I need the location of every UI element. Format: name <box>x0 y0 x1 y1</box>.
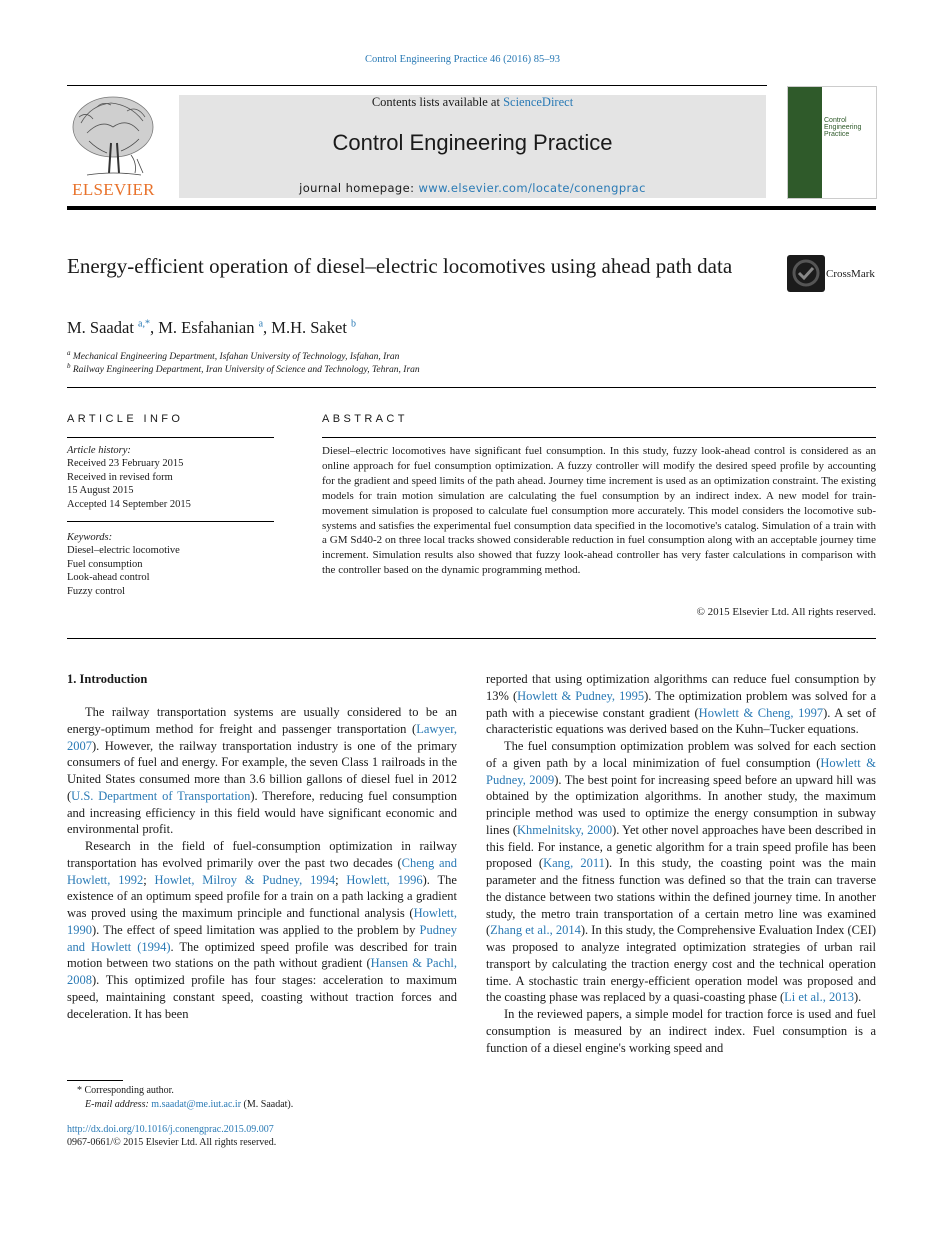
body-text: The fuel consumption optimization problem was solved for each section of a given path by a local minimization of fuel consumption ( <box>486 739 876 770</box>
homepage-line <box>179 181 766 195</box>
cover-title: Control Engineering Practice <box>824 117 862 138</box>
citation-link[interactable]: Zhang et al., 2014 <box>490 923 581 938</box>
body-paragraph <box>67 838 457 1022</box>
affiliation-mark: b <box>67 362 71 370</box>
abstract-text: Diesel–electric locomotives have significant fuel consumption. In this study, fuzzy look-ahead control is considered as an online approach for fuel consumption optimization. A fuzzy controller will modify the desired speed profile by accounting for the gradient and speed limits of the path ahead. Journey time increment is used as an optimization constraint. The existing models for train motion simulation are calculating the fuel consumption by an indirect index. A new model for train-movement simulation is proposed to calculate fuel consumption more accurately. This model considers the locomotive sub-systems and satisfies the experimental fuel consumption data specified in the locomotive's catalog. Simulation of a train with a GM Sd40-2 on three local tracks showed considerable reduction in fuel consumption along with an acceptable journey time increment. Simulation results also showed that fuzzy look-ahead controller has very faster calculations in comparison with the controller based on the dynamic programming method. <box>322 445 876 577</box>
citation-link[interactable]: U.S. Department of Transportation <box>71 788 251 803</box>
body-text: ). A set of characteristic equations was derived based on the Kuhn–Tucker equations. <box>486 705 876 737</box>
header-bottom-rule <box>67 206 876 210</box>
homepage-link[interactable]: www.elsevier.com/locate/conengprac <box>418 181 646 195</box>
divider <box>67 638 876 639</box>
keyword: Diesel–electric locomotive <box>67 545 180 557</box>
citation-link[interactable]: Howlett, 1990 <box>67 906 457 937</box>
body-text: Research in the field of fuel-consumption optimization in railway transportation has evolved primarily over the past two decades ( <box>67 839 457 870</box>
body-paragraph <box>486 1006 876 1056</box>
body-text: . The optimized speed profile was described for train motion between two stations on the path without gradient ( <box>67 939 457 971</box>
citation-link[interactable]: Li et al., 2013 <box>784 990 854 1005</box>
history-entry: Received 23 February 2015 <box>67 458 184 470</box>
citation-link[interactable]: Howlett, 1996 <box>346 872 423 887</box>
keyword: Fuzzy control <box>67 585 126 597</box>
citation-link[interactable]: Howlett & Pudney, 2009 <box>486 755 876 787</box>
affiliation-mark: a <box>67 349 71 357</box>
author-name: M.H. Saket <box>271 318 347 337</box>
elsevier-wordmark: ELSEVIER <box>72 180 155 199</box>
article-info-heading: ARTICLE INFO <box>67 413 184 425</box>
homepage-prefix: journal homepage: <box>299 181 419 195</box>
email-owner: (M. Saadat). <box>241 1099 294 1110</box>
header-top-rule <box>67 85 767 86</box>
author-affiliation-mark[interactable]: a,* <box>138 318 150 330</box>
divider <box>67 521 274 522</box>
footnote-rule <box>67 1080 123 1081</box>
affiliation <box>67 349 399 362</box>
body-text: ). Therefore, reducing fuel consumption and increasing efficiency in this field would have significant economic and environmental profit. <box>67 788 458 837</box>
body-text: ). This optimized profile has four stages: acceleration to maximum speed, maintaining constant speed, coasting without traction forces and deceleration. It has been <box>67 973 457 1021</box>
footnote-text: Corresponding author. <box>82 1085 174 1096</box>
body-text: ). However, the railway transportation industry is one of the primary consumers of fuel and energy. For example, the seven Class 1 railroads in the United States consumed more than 3.6 billion gallons of diesel fuel in 2012 ( <box>67 738 457 803</box>
body-text: ). The existence of an optimum speed profile for a train on a path lacking a gradient was proved using the maximum principle and functional analysis ( <box>67 872 457 920</box>
author-list <box>67 318 356 338</box>
body-left-column <box>67 704 457 1022</box>
email-link[interactable]: m.saadat@me.iut.ac.ir <box>151 1099 242 1110</box>
sciencedirect-link[interactable]: ScienceDirect <box>503 95 574 109</box>
corresponding-author-note <box>77 1084 174 1097</box>
body-text: ). <box>853 990 862 1005</box>
affiliation <box>67 362 420 375</box>
divider <box>67 387 876 388</box>
keyword: Fuel consumption <box>67 558 143 570</box>
divider <box>67 437 274 438</box>
email-note <box>85 1098 293 1111</box>
doi-link[interactable]: http://dx.doi.org/10.1016/j.conengprac.2015.09.007 <box>67 1124 274 1135</box>
abstract-heading: ABSTRACT <box>322 413 408 425</box>
article-history <box>67 444 274 511</box>
keyword: Look-ahead control <box>67 572 150 584</box>
body-text: ). In this study, the Comprehensive Evaluation Index (CEI) was proposed to analyze integrated optimization strategies of urban rail transport by calculating the traction energy cost and the technical operation time. A stochastic train energy-efficient operation model was proposed and the coasting phase was replaced by a quasi-coasting phase ( <box>486 923 876 1005</box>
body-text: ). Yet other novel approaches have been described in this field. For instance, a genetic algorithm for a train speed profile has been proposed ( <box>486 822 876 871</box>
history-entry: Received in revised form <box>67 471 173 483</box>
crossmark-label[interactable]: CrossMark <box>826 268 875 280</box>
journal-cover-thumbnail[interactable] <box>787 86 877 199</box>
body-text: reported that using optimization algorithms can reduce fuel consumption by 13% ( <box>486 672 876 703</box>
contents-prefix: Contents lists available at <box>371 95 504 109</box>
citation-link[interactable]: Howlett & Pudney, 1995 <box>517 688 645 703</box>
journal-title: Control Engineering Practice <box>332 130 613 155</box>
citation-link[interactable]: Howlet, Milroy & Pudney, 1994 <box>154 872 336 887</box>
keywords-label: Keywords: <box>67 532 113 543</box>
body-paragraph <box>486 738 876 1006</box>
body-text: ). The best point for increasing speed before an upward hill was obtained by the optimization algorithms. In another study, the maximum principle method was used to optimize the energy consumption in subway lines ( <box>486 772 876 837</box>
body-paragraph <box>486 671 876 738</box>
copyright-line: © 2015 Elsevier Ltd. All rights reserved. <box>696 606 876 618</box>
crossmark-icon[interactable] <box>787 255 825 292</box>
contents-line <box>179 95 766 110</box>
citation-link[interactable]: Lawyer, 2007 <box>67 721 457 753</box>
citation-link[interactable]: Khmelnitsky, 2000 <box>517 822 613 837</box>
author-affiliation-mark[interactable]: a <box>258 318 264 330</box>
email-label: E-mail address: <box>85 1099 152 1110</box>
journal-citation[interactable]: Control Engineering Practice 46 (2016) 85–93 <box>364 54 561 65</box>
author-affiliation-mark[interactable]: b <box>351 318 357 330</box>
body-paragraph <box>67 704 457 838</box>
body-text: ; <box>335 872 347 887</box>
body-right-column <box>486 671 876 1056</box>
citation-link[interactable]: Kang, 2011 <box>543 856 605 871</box>
author-name: M. Esfahanian <box>158 318 255 337</box>
body-text: ). In this study, the coasting point was the main parameter and the fitness function was defined so that the train can traverse the distance between two stations within the defined journey time. In another study, the metro train transportation of a certain metro line was examined ( <box>486 856 876 938</box>
author-separator: , <box>149 318 159 337</box>
body-text: The railway transportation systems are usually considered to be an energy-optimum method for freight and passenger transportation ( <box>67 705 457 736</box>
divider <box>322 437 876 438</box>
citation-link[interactable]: Hansen & Pachl, 2008 <box>67 956 457 987</box>
issn-line: 0967-0661/© 2015 Elsevier Ltd. All rights reserved. <box>67 1137 277 1148</box>
keywords <box>67 531 274 598</box>
affiliation-text: Mechanical Engineering Department, Isfahan University of Technology, Isfahan, Iran <box>72 352 400 363</box>
footnote-mark: * <box>77 1085 82 1096</box>
article-title: Energy-efficient operation of diesel–electric locomotives using ahead path data <box>67 254 733 278</box>
body-text: ). The optimization problem was solved for a path with a piecewise constant gradient ( <box>486 688 877 720</box>
body-text: ). The effect of speed limitation was applied to the problem by <box>92 922 420 937</box>
history-entry: Accepted 14 September 2015 <box>67 498 191 510</box>
author-name: M. Saadat <box>67 318 134 337</box>
history-entry: 15 August 2015 <box>67 485 134 497</box>
body-text: In the reviewed papers, a simple model for traction force is used and fuel consumption is measured by an indirect index. Fuel consumption is a function of a diesel engine's working speed and <box>486 1007 876 1055</box>
citation-link[interactable]: Pudney and Howlett (1994) <box>67 922 457 954</box>
citation-link[interactable]: Howlett & Cheng, 1997 <box>698 705 824 720</box>
citation-link[interactable]: Cheng and Howlett, 1992 <box>67 855 457 887</box>
section-heading: 1. Introduction <box>67 672 148 686</box>
affiliation-text: Railway Engineering Department, Iran University of Science and Technology, Tehran, Iran <box>72 365 420 376</box>
body-text: ; <box>143 872 155 887</box>
author-separator: , <box>263 318 272 337</box>
history-label: Article history: <box>67 445 131 456</box>
